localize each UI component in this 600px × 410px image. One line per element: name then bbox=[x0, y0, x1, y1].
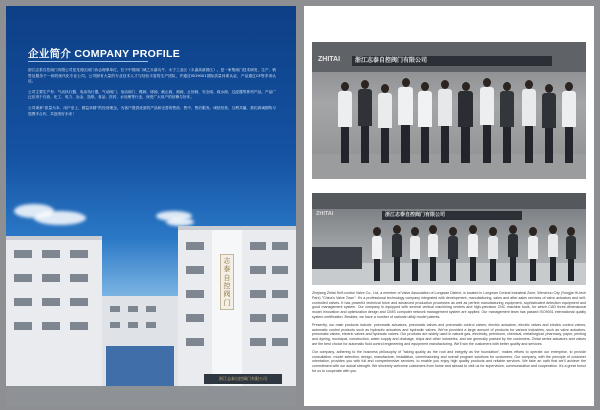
blue-canopy bbox=[106, 346, 174, 386]
window bbox=[146, 322, 156, 328]
left-page bbox=[6, 6, 296, 406]
window bbox=[272, 290, 288, 298]
window bbox=[146, 306, 156, 312]
cn-paragraph: 公司秉承“质量为本、用户至上、精益求精”的经营理念，为客户提供优质的产品和完善的售前、售中、售后服务。诚信经营，互利共赢，我们真诚期待与您携手合作，共创美好未来！ bbox=[28, 105, 276, 116]
window bbox=[272, 242, 288, 250]
building-name-plaque: 志 泰 自 控 阀 门 bbox=[220, 254, 234, 310]
window bbox=[42, 274, 60, 282]
window bbox=[110, 322, 120, 328]
window bbox=[250, 266, 266, 274]
roof-edge bbox=[6, 236, 102, 240]
window bbox=[70, 274, 88, 282]
team-photo-2 bbox=[312, 193, 586, 285]
cloud bbox=[34, 211, 86, 225]
window bbox=[250, 290, 266, 298]
window bbox=[14, 322, 32, 330]
window bbox=[250, 314, 266, 322]
factory-building-left bbox=[6, 236, 102, 386]
window bbox=[272, 338, 288, 346]
window bbox=[186, 242, 204, 250]
window bbox=[70, 250, 88, 258]
window bbox=[272, 314, 288, 322]
window bbox=[42, 298, 60, 306]
window bbox=[186, 314, 204, 322]
window bbox=[250, 242, 266, 250]
english-profile-text bbox=[312, 291, 586, 377]
window bbox=[14, 250, 32, 258]
ceiling bbox=[312, 193, 586, 209]
window bbox=[128, 322, 138, 328]
en-paragraph: Zhejiang Zhitai Self-control Valve Co., Ltd, a member of Valve Association of Longwan District, is located in Longwan Central Industrial Zone, Wenzhou City (Yongjia Hi-tech Park) "China's Valve Town". It's a professional technology company integrated with development, manufacturing, sales and after-sales services of valve actuators and self-controlled valves. It has powerful technical force and advanced production processes as well as perfect manufacturing equipment, sophisticated detection equipment and good management system. Our company is equipped with several vertical machining centers and high-precision CNC machine tools, for which CAD three-dimensional model innovation and optimization design and CIMS computer network management system are applied. Our management team has passed ISO9001 international quality system certification. Besides, we have a number of national utility model patents. bbox=[312, 291, 586, 319]
en-paragraph: Presently, our main products include: pneumatic actuators, pneumatic valves and pneumatic control valves; electric actuators, electric valves and electric control valves; automatic control products such as hydraulic actuators and hydraulic valves. We've provided a large amount of products for various industries, such as valve actuators, pneumatic valves, electric valves and hydraulic valves. Our products are widely used in natural gas, electricity, petroleum, chemical, metallurgical, pharmacy, paper, printing and dyeing, municipal, construction, water supply and drainage, ships and other industries, and are generally praised by the customers. Zhitai series actuators and valves are the best choice for automatic fluid control engineering and equipment manufacturing. We'll win the customers with better quality and services. bbox=[312, 322, 586, 346]
window bbox=[272, 266, 288, 274]
window bbox=[42, 250, 60, 258]
window bbox=[14, 274, 32, 282]
wall-sign: 浙江志泰自控阀门有限公司 bbox=[382, 211, 522, 220]
window bbox=[250, 338, 266, 346]
wall-sign: 浙江志泰自控阀门有限公司 bbox=[352, 56, 552, 66]
desk bbox=[312, 247, 362, 269]
window bbox=[186, 338, 204, 346]
chinese-profile-text bbox=[28, 68, 276, 122]
window bbox=[70, 322, 88, 330]
window bbox=[110, 306, 120, 312]
window bbox=[14, 298, 32, 306]
team-photo-1 bbox=[312, 42, 586, 179]
window bbox=[186, 290, 204, 298]
cn-paragraph: 公司主要生产有：气动执行器、电动执行器，气动阀门、电动阀门、蝶阀、球阀、截止阀、闸阀、止回阀、安全阀、疏水阀、过滤器等系列产品。产品广泛应用于石油、化工、电力、冶金、造纸、食品、医药、水处理等行业，深受广大用户的信赖与好评。 bbox=[28, 89, 276, 100]
window bbox=[128, 306, 138, 312]
company-profile-title: 企业简介 COMPANY PROFILE bbox=[28, 48, 181, 60]
right-page bbox=[304, 6, 594, 406]
ground bbox=[6, 386, 296, 406]
title-rule bbox=[28, 61, 148, 62]
window bbox=[186, 266, 204, 274]
cloud bbox=[166, 218, 194, 226]
zhitai-logo-text: ZHITAI bbox=[318, 56, 341, 63]
window bbox=[70, 298, 88, 306]
entrance-signboard: 浙江志泰自控阀门有限公司 bbox=[204, 374, 282, 384]
zhitai-logo-text: ZHITAI bbox=[316, 211, 334, 217]
window bbox=[42, 322, 60, 330]
en-paragraph: Our company, adhering to the business philosophy of "taking quality as the root and integrity as the foundation", makes efforts to operate our enterprise, to provide consultation, model selection, design, manufacture, installation, commissioning and overall program solutions for customers. Our company, with the principle of customer orientation, provides you with full and comprehensive services, to enable you enjoy high quality products and reliable services. We take an oath that we'll achieve the commitment with our actual strength. We sincerely welcome customers from home and abroad to visit us for supervision, communication and cooperation. It's a great honor for us to cooperate with you. bbox=[312, 349, 586, 373]
cn-paragraph: 浙江志泰自控阀门有限公司是龙湾区阀门协会理事单位，位于中国阀门城之永嘉乌牛、永宁工业区（永嘉高新园区）。是一家集阀门技术研发、生产、销售及服务于一体的现代化专业公司。公司拥有大量的专业技术人才与经验丰富的生产团队，并通过ISO9001国际质量体系认证，产品通过CE等多项认证。 bbox=[28, 68, 276, 84]
